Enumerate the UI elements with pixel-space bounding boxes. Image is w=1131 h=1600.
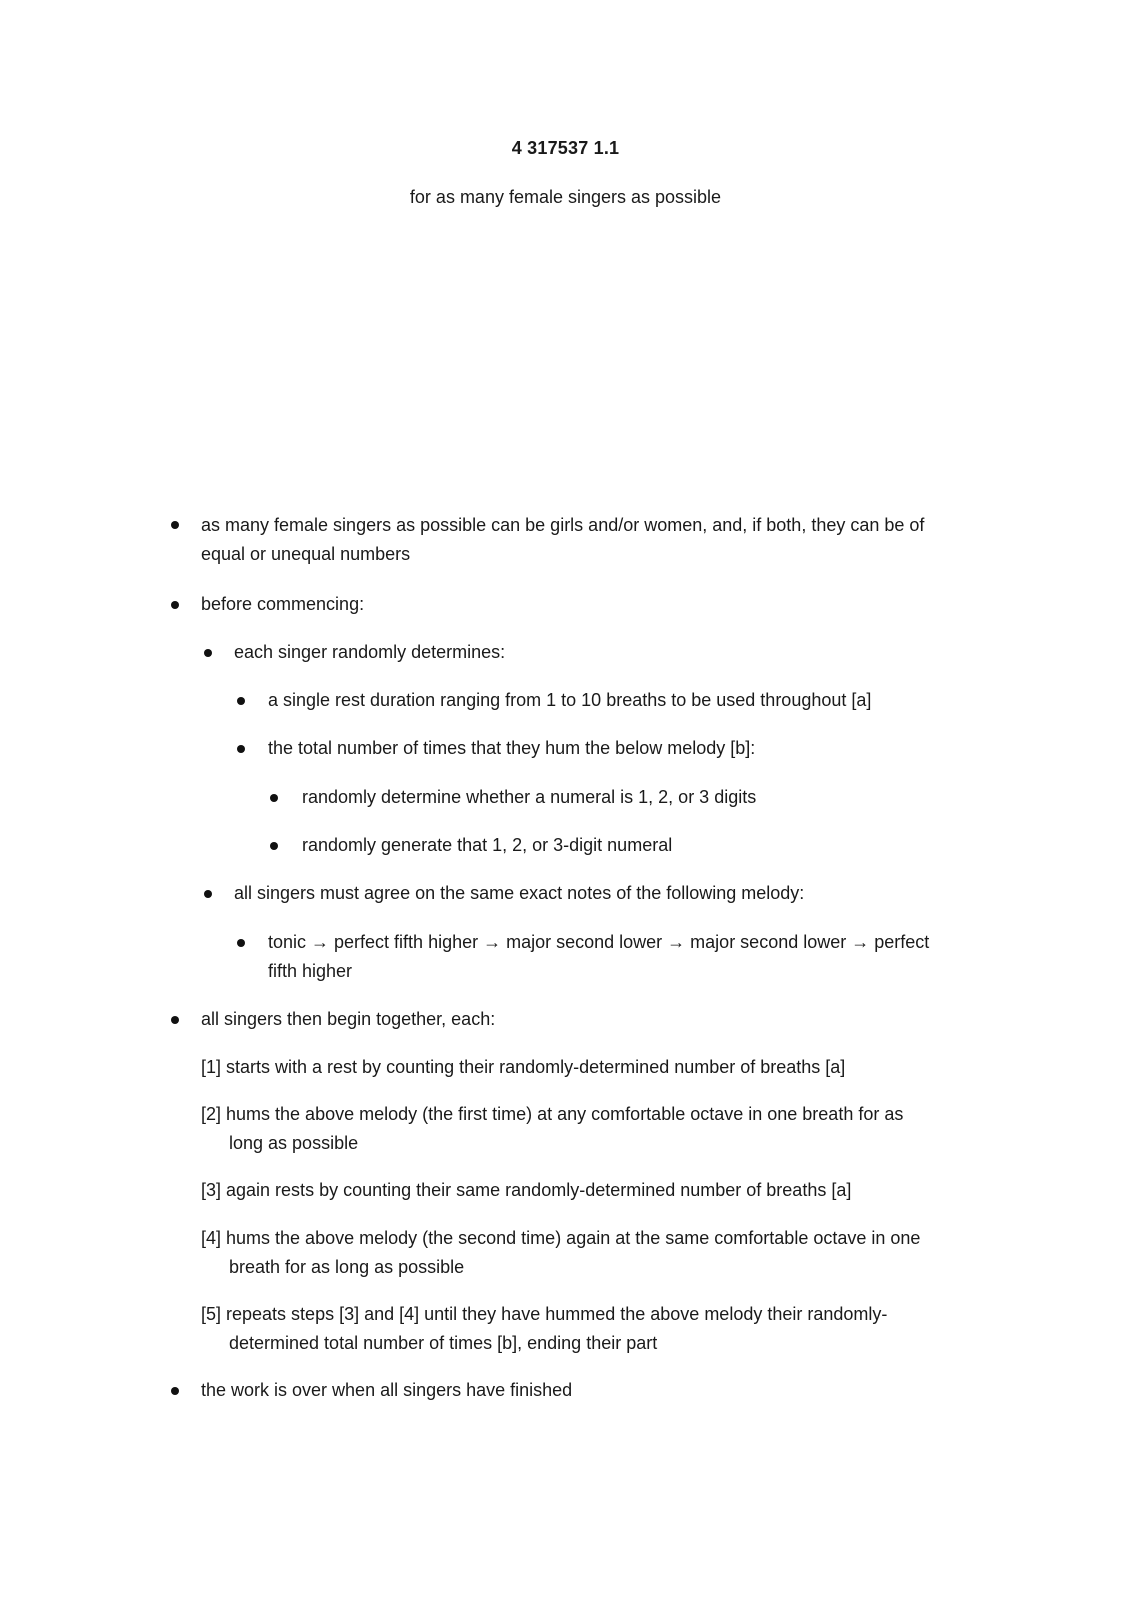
list-item-text: each singer randomly determines: bbox=[234, 642, 506, 662]
bullet-icon bbox=[171, 521, 179, 529]
list-item-text: randomly generate that 1, 2, or 3-digit numeral bbox=[302, 835, 673, 855]
list-item-text-continued: fifth higher bbox=[268, 961, 353, 981]
step-item-4-continued: breath for as long as possible bbox=[229, 1257, 465, 1277]
list-item-text-continued: equal or unequal numbers bbox=[201, 544, 411, 564]
list-item-text: randomly determine whether a numeral is 1, 2, or 3 digits bbox=[302, 787, 757, 807]
bullet-icon bbox=[171, 1387, 179, 1395]
bullet-icon bbox=[237, 939, 245, 947]
step-item-4: [4] hums the above melody (the second time) again at the same comfortable octave in one bbox=[201, 1228, 921, 1248]
step-item-2: [2] hums the above melody (the first time) at any comfortable octave in one breath for as bbox=[201, 1104, 904, 1124]
list-item-text: the work is over when all singers have finished bbox=[201, 1380, 573, 1400]
step-item-5: [5] repeats steps [3] and [4] until they have hummed the above melody their randomly- bbox=[201, 1304, 888, 1324]
list-item-text: the total number of times that they hum the below melody [b]: bbox=[268, 738, 756, 758]
bullet-icon bbox=[204, 649, 212, 657]
bullet-icon bbox=[270, 842, 278, 850]
bullet-icon bbox=[270, 794, 278, 802]
list-item-text: as many female singers as possible can be girls and/or women, and, if both, they can be of bbox=[201, 515, 925, 535]
bullet-icon bbox=[237, 697, 245, 705]
list-item-text: all singers must agree on the same exact notes of the following melody: bbox=[234, 883, 805, 903]
bullet-icon bbox=[171, 601, 179, 609]
bullet-icon bbox=[237, 745, 245, 753]
list-item-text: before commencing: bbox=[201, 594, 365, 614]
step-item-2-continued: long as possible bbox=[229, 1133, 359, 1153]
bullet-icon bbox=[171, 1016, 179, 1024]
step-item-3: [3] again rests by counting their same randomly-determined number of breaths [a] bbox=[201, 1180, 852, 1200]
bullet-icon bbox=[204, 890, 212, 898]
list-item-text: a single rest duration ranging from 1 to 10 breaths to be used throughout [a] bbox=[268, 690, 872, 710]
list-item-text: tonic → perfect fifth higher → major second lower → major second lower → perfect bbox=[268, 932, 930, 952]
list-item-text: all singers then begin together, each: bbox=[201, 1009, 496, 1029]
document-subtitle: for as many female singers as possible bbox=[409, 187, 722, 207]
document-title: 4 317537 1.1 bbox=[511, 138, 620, 158]
step-item-5-continued: determined total number of times [b], ending their part bbox=[229, 1333, 658, 1353]
step-item-1: [1] starts with a rest by counting their randomly-determined number of breaths [a] bbox=[201, 1057, 846, 1077]
